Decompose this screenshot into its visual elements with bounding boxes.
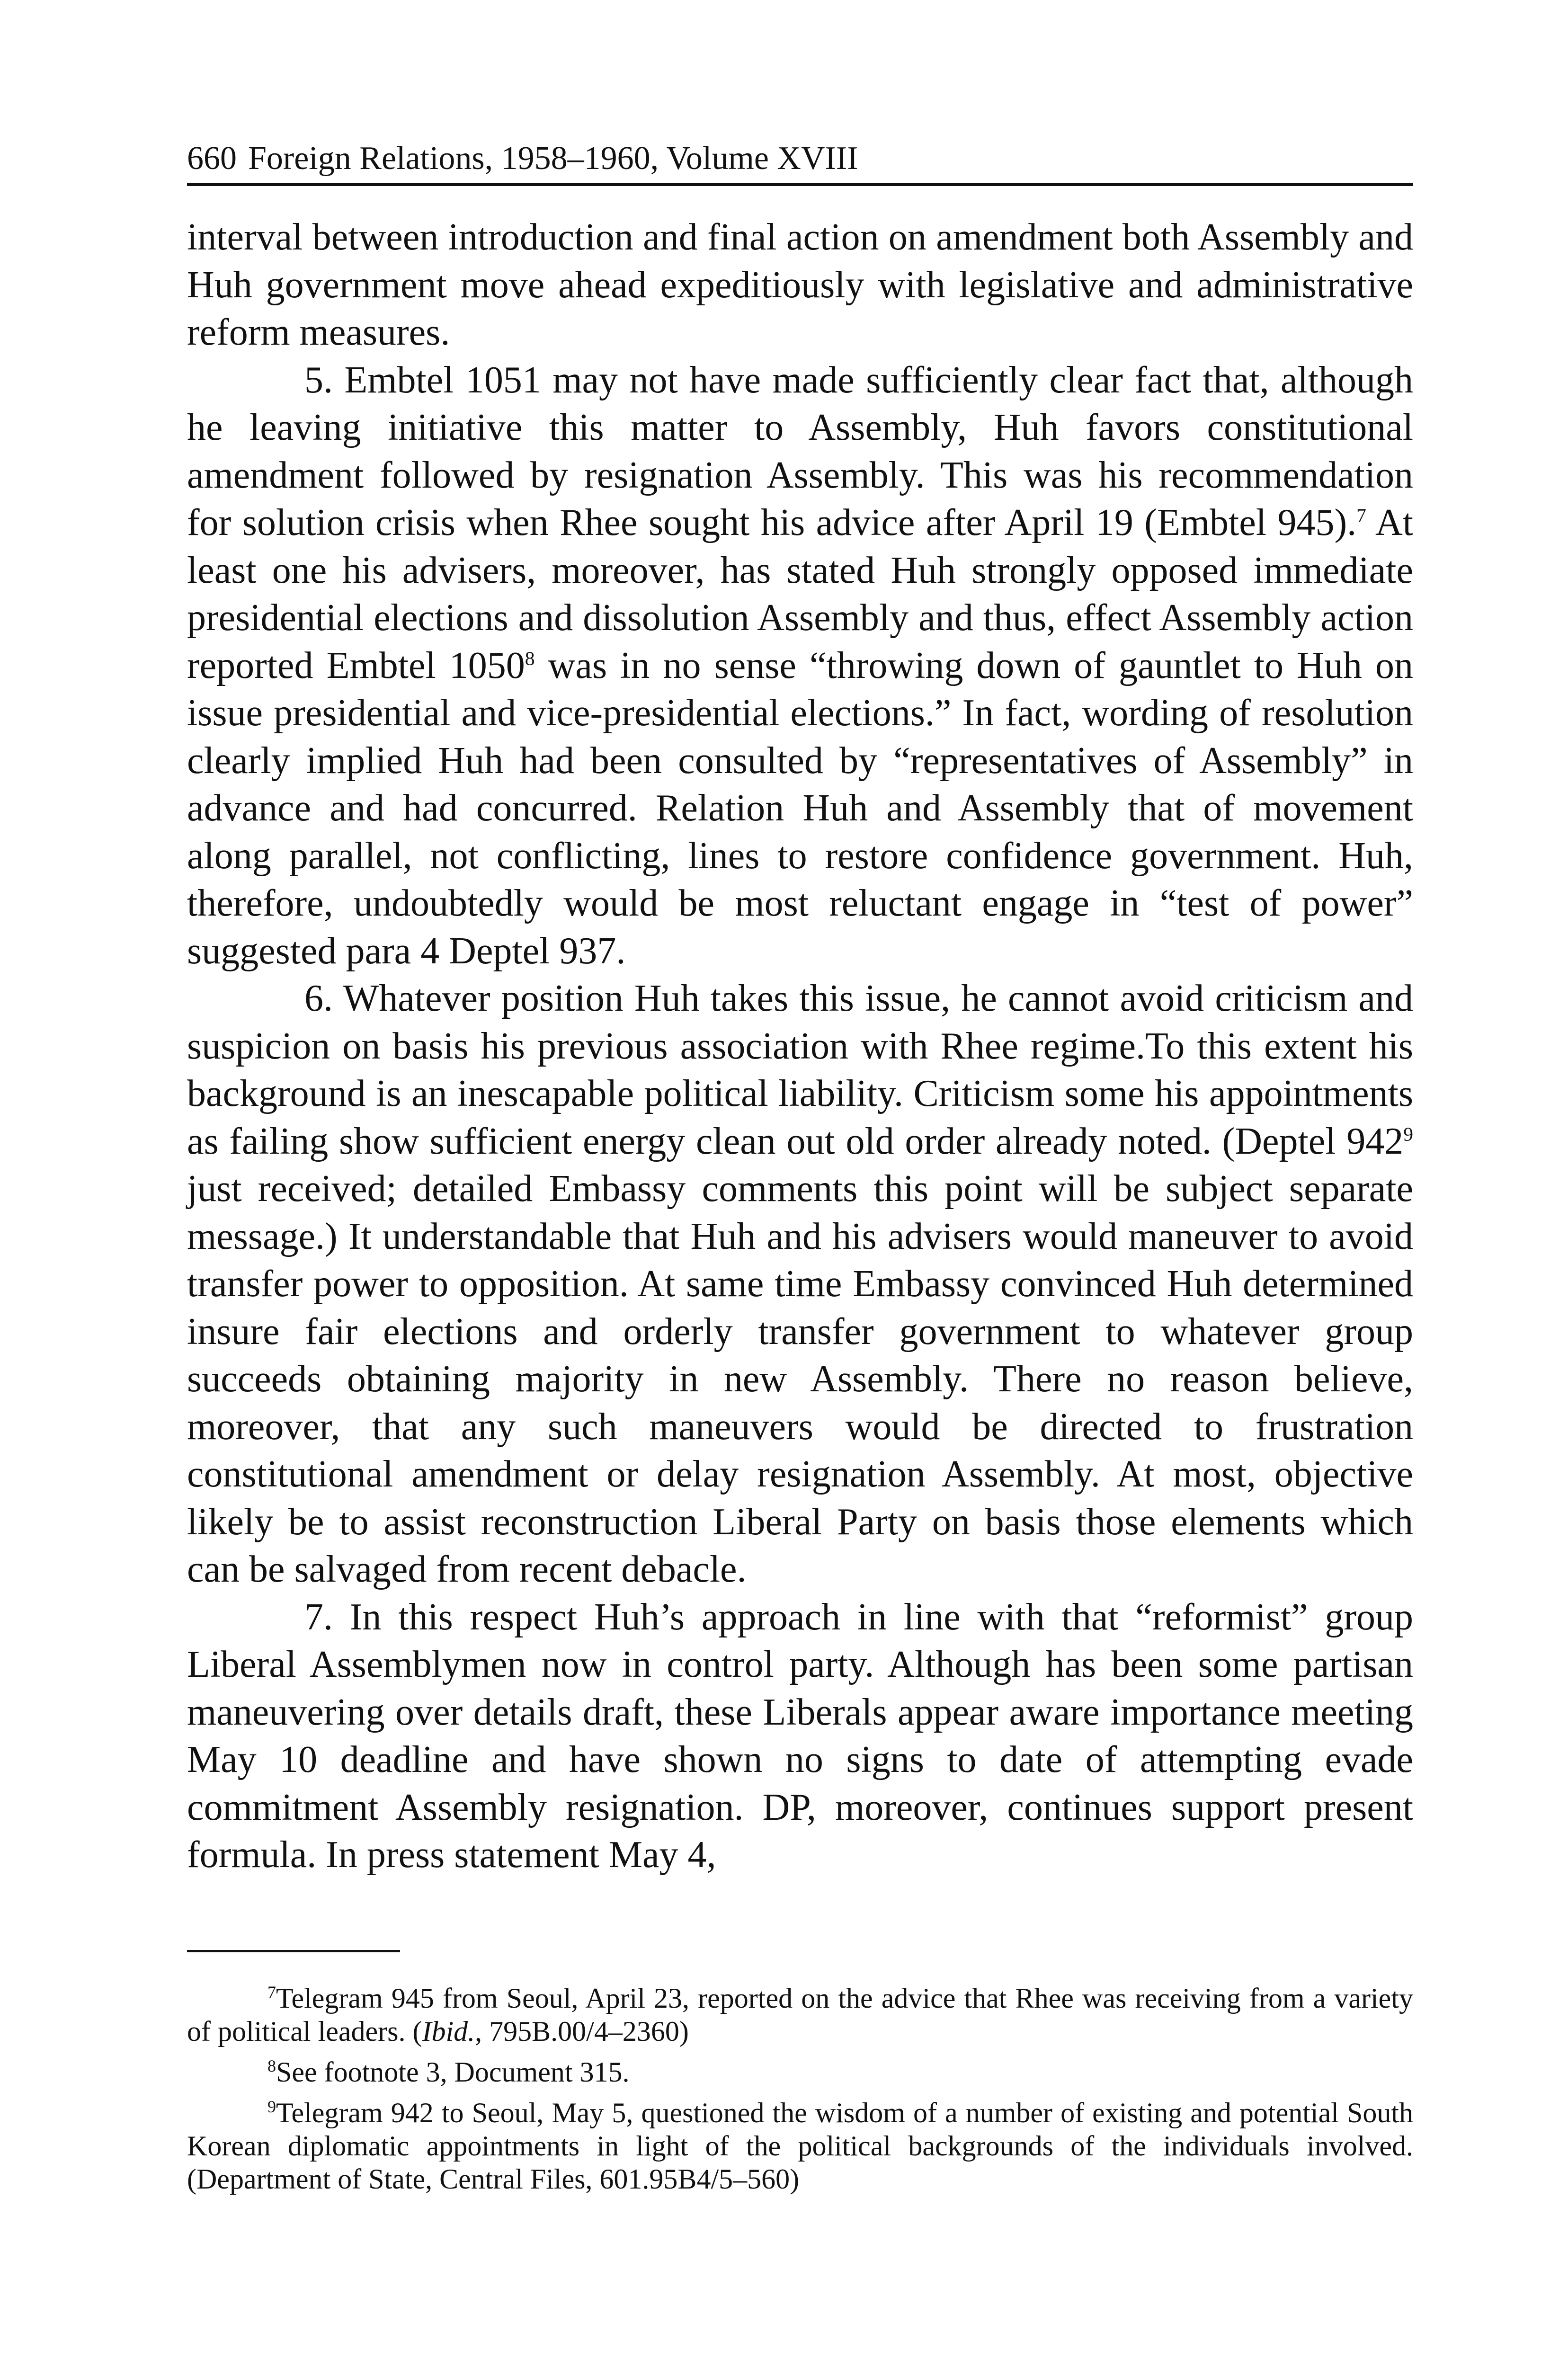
- paragraph-text: interval between introduction and final action on amendment both Assembly and Huh government move ahead expeditiously with legislative and administrative reform measures.: [187, 216, 1413, 353]
- footnote-ref-7: 7: [1356, 504, 1366, 526]
- paragraph-text: At least one his advisers, moreover, has stated Huh strongly opposed immediate presidential elections and dissolution Assembly and thus, effect Assembly action reported Embtel 1050: [187, 502, 1413, 686]
- footnote-ref-9: 9: [1403, 1122, 1413, 1145]
- paragraph-text: 6. Whatever position Huh takes this issue, he cannot avoid criticism and suspicion on basis his previous association with Rhee regime.To this extent his background is an inescapable political liability. Criticism some his appointments as failing show sufficient energy clean out old order already noted. (Deptel 942: [187, 978, 1413, 1162]
- footnote-number: 7: [267, 1982, 276, 2002]
- footnote-7: [187, 1982, 1413, 2048]
- footnote-text: Telegram 942 to Seoul, May 5, questioned the wisdom of a number of existing and potential South Korean diplomatic appointments in light of the political backgrounds of the individuals involved. (Department of State, Central Files, 601.95B4/5–560): [187, 2097, 1413, 2195]
- paragraph-7: [187, 1593, 1413, 1879]
- paragraph-text: 5. Embtel 1051 may not have made sufficiently clear fact that, although he leaving initiative this matter to Assembly, Huh favors constitutional amendment followed by resignation Assembly. This was his recommendation for solution crisis when Rhee sought his advice after April 19 (Embtel 945).: [187, 359, 1413, 543]
- paragraph-text: just received; detailed Embassy comments this point will be subject separate message.) It understandable that Huh and his advisers would maneuver to avoid transfer power to opposition. At same time Embassy convinced Huh determined insure fair elections and orderly transfer government to whatever group succeeds obtaining majority in new Assembly. There no reason believe, moreover, that any such maneuvers would be directed to frustration constitutional amendment or delay resignation Assembly. At most, objective likely be to assist reconstruction Liberal Party on basis those elements which can be salvaged from recent debacle.: [187, 1168, 1413, 1590]
- footnote-number: 8: [267, 2056, 276, 2075]
- paragraph-6: [187, 975, 1413, 1593]
- footnote-ref-8: 8: [525, 647, 535, 669]
- footnote-text: See footnote 3, Document 315.: [276, 2056, 630, 2088]
- paragraph-5: [187, 356, 1413, 975]
- paragraph-text: was in no sense “throwing down of gauntlet to Huh on issue presidential and vice-presidential elections.” In fact, wording of resolution clearly implied Huh had been consulted by “representatives of Assembly” in advance and had concurred. Relation Huh and Assembly that of movement along parallel, not conflicting, lines to restore confidence government. Huh, therefore, undoubtedly would be most reluctant engage in “test of power” suggested para 4 Deptel 937.: [187, 644, 1413, 972]
- footnote-number: 9: [267, 2097, 276, 2116]
- paragraph-text: 7. In this respect Huh’s approach in line with that “reformist” group Liberal Assemblymen now in control party. Although has been some partisan maneuvering over details draft, these Liberals appear aware importance meeting May 10 deadline and have shown no signs to date of attempting evade commitment Assembly resignation. DP, moreover, continues support present formula. In press statement May 4,: [187, 1596, 1413, 1876]
- footnote-8: [187, 2056, 1413, 2089]
- footnote-text: , 795B.00/4–2360): [475, 2015, 689, 2047]
- footnotes: [187, 1982, 1413, 2196]
- body-text: [187, 214, 1413, 1879]
- ibid-citation: Ibid.: [422, 2015, 475, 2047]
- footnote-divider: [187, 1950, 400, 1952]
- paragraph-continued: [187, 214, 1413, 356]
- footnote-text: Telegram 945 from Seoul, April 23, reported on the advice that Rhee was receiving from a variety of political leaders. (: [187, 1982, 1413, 2047]
- running-title: Foreign Relations, 1958–1960, Volume XVIII: [248, 140, 858, 177]
- document-page: [187, 137, 1413, 2203]
- footnote-9: [187, 2096, 1413, 2196]
- page-number: 660: [187, 140, 237, 177]
- running-header: [187, 137, 1413, 186]
